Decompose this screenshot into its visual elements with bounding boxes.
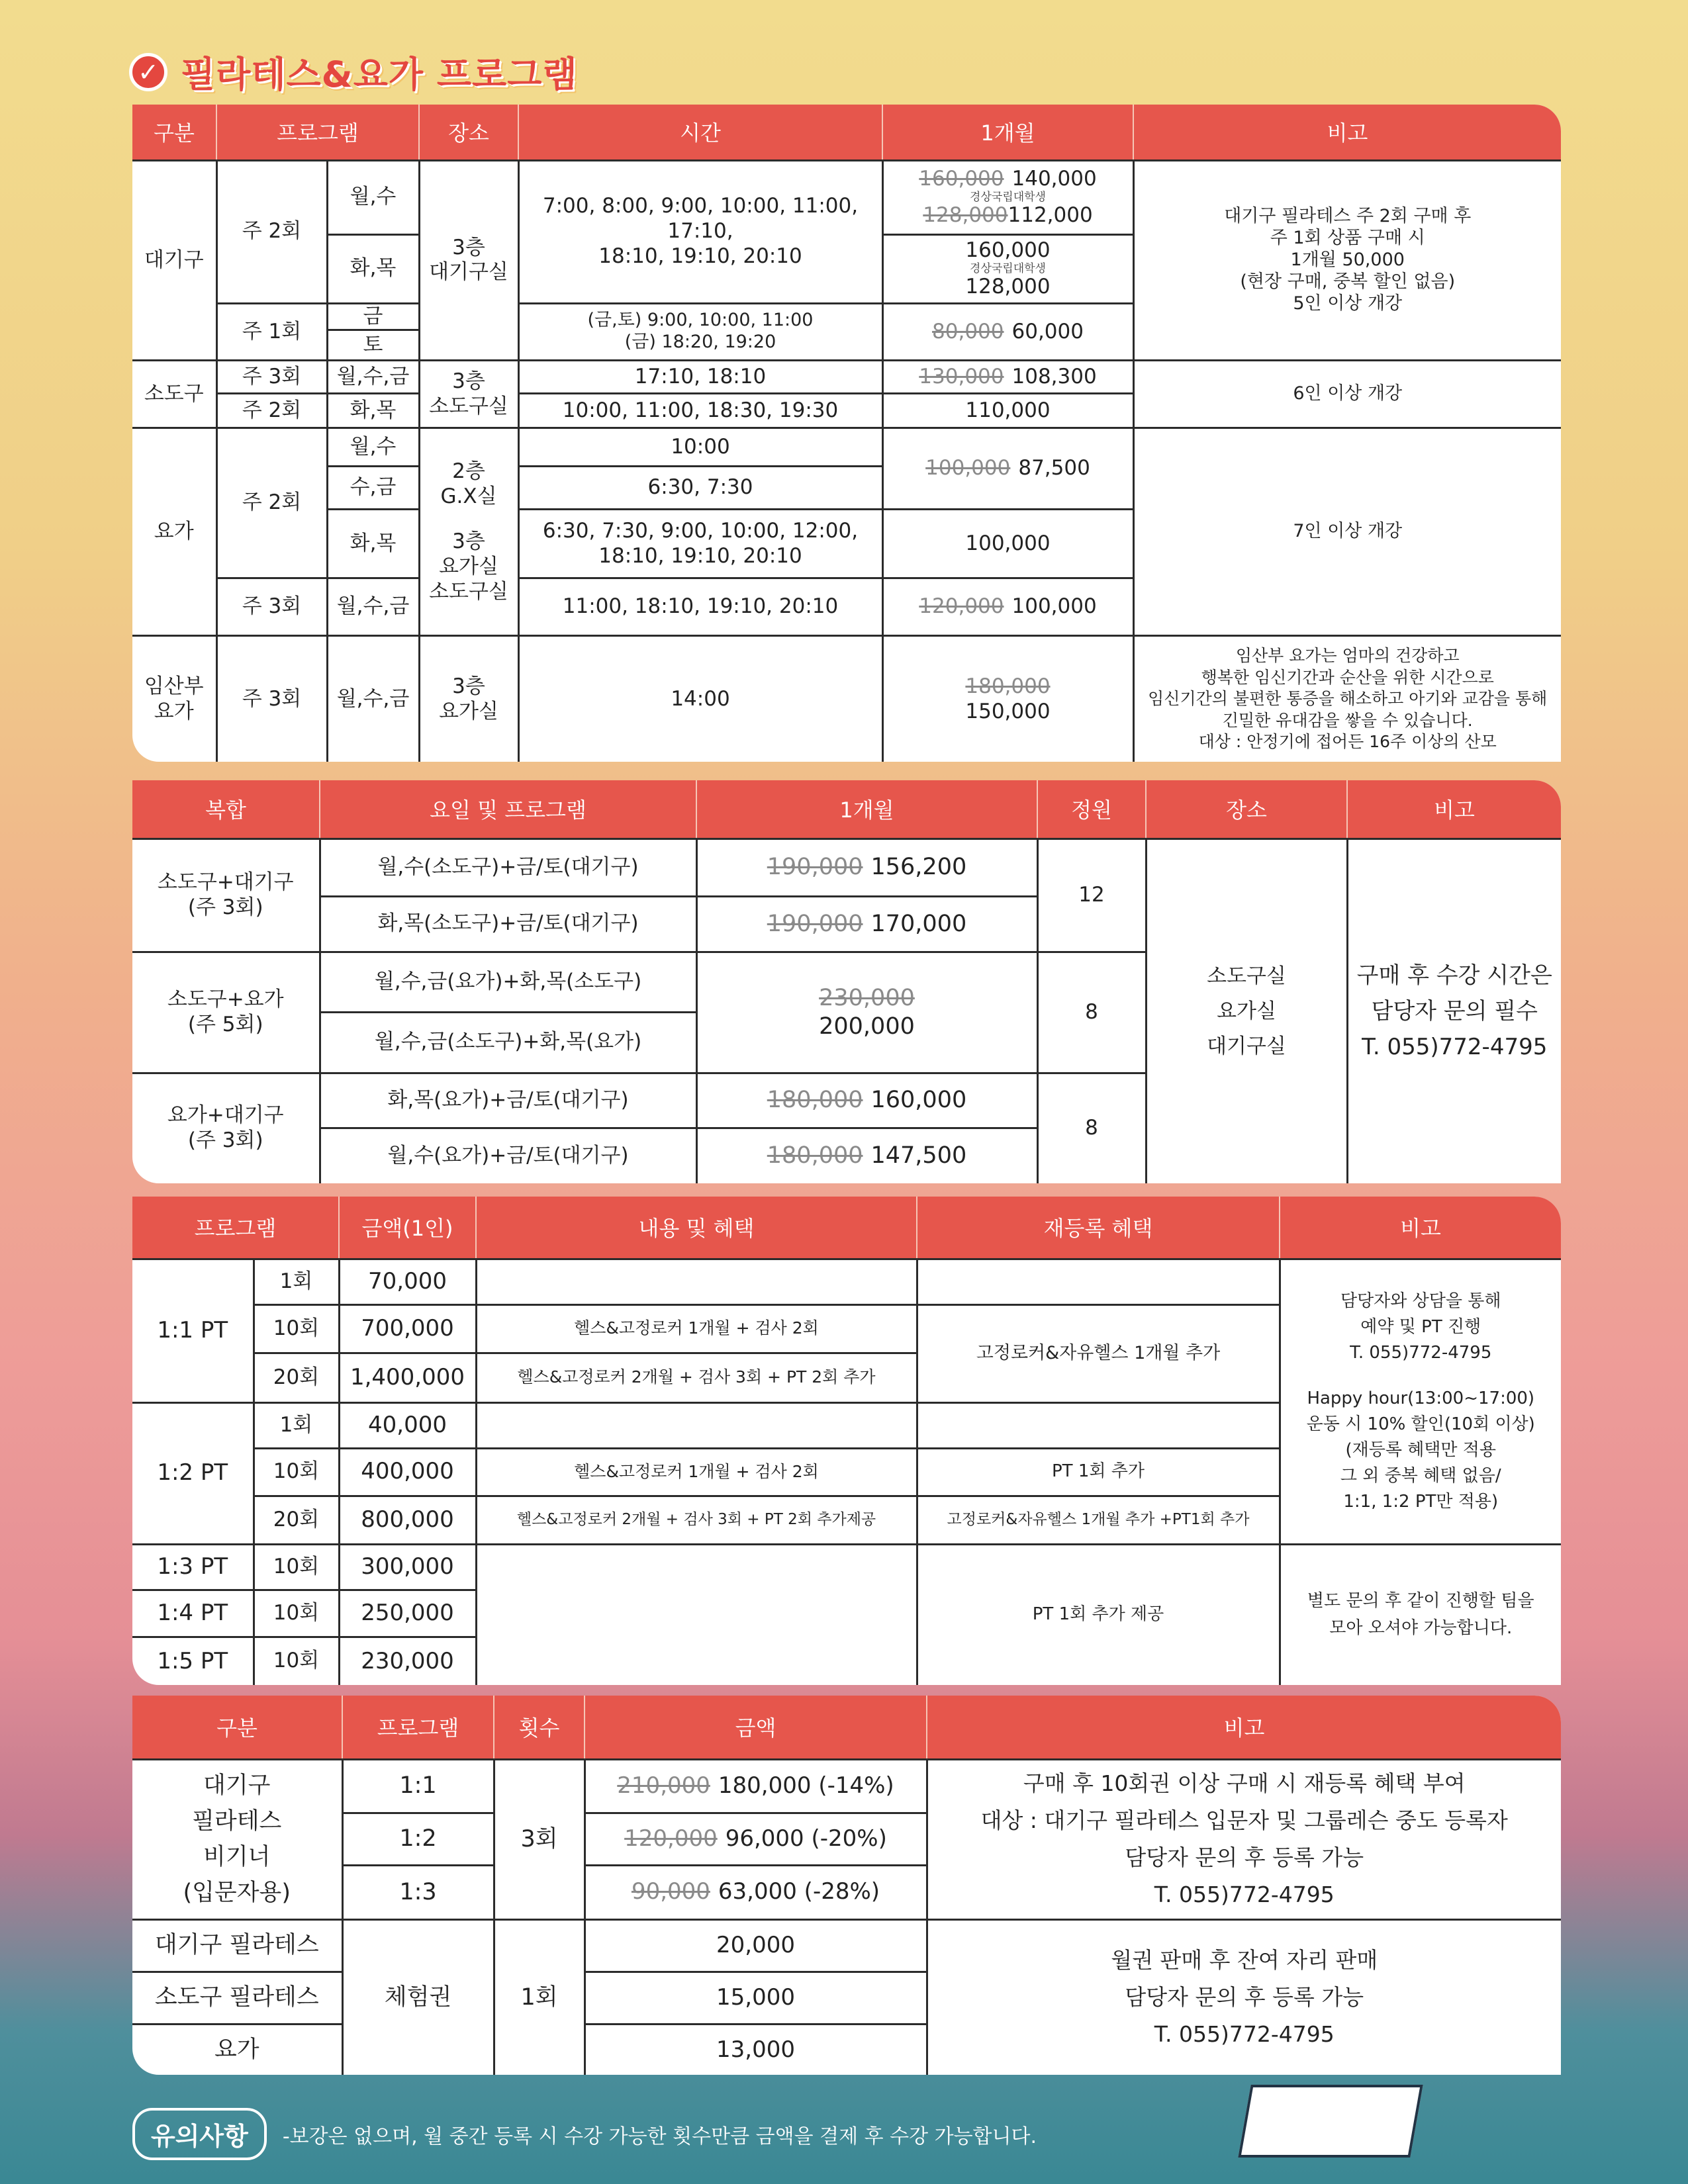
table-row: 주 2회 화,목 10:00, 11:00, 18:30, 19:30 110,000 (132, 394, 1561, 428)
table-row: 1:5 PT 10회 230,000 (132, 1637, 1561, 1685)
table-row: 10회 400,000 헬스&고정로커 1개월 + 검사 2회 PT 1회 추가 (132, 1448, 1561, 1496)
table-row: 월,수,금(소도구)+화,목(요가) (132, 1012, 1561, 1073)
table-row: 대기구 필라테스 체험권 1회 20,000 월권 판매 후 잔여 자리 판매 담당자 문의 후 등록 가능 T. 055)772-4795 (132, 1919, 1561, 1972)
table-row: 소도구+대기구 (주 3회) 월,수(소도구)+금/토(대기구) 190,000 156,200 12 소도구실 요가실 대기구실 구매 후 수강 시간은 담당자 문의 필수 T. 055)772-4795 (132, 839, 1561, 896)
yoga-mat-illustration (1238, 2085, 1423, 2158)
table-row: 소도구 주 3회 월,수,금 3층 소도구실 17:10, 18:10 130,000 108,300 6인 이상 개강 (132, 361, 1561, 394)
table-row: 1:2 120,000 96,000 (-20%) (132, 1813, 1561, 1865)
pilates-yoga-table (132, 105, 1561, 762)
header-row: 복합 요일 및 프로그램 1개월 정원 장소 비고 (132, 780, 1561, 839)
page-title (129, 46, 578, 97)
table-row: 화,목 6:30, 7:30, 9:00, 10:00, 12:00, 18:10, 19:10, 20:10 100,000 (132, 510, 1561, 578)
header-row: 프로그램 금액(1인) 내용 및 혜택 재등록 혜택 비고 (132, 1197, 1561, 1259)
table-row: 대기구 주 2회 월,수 3층 대기구실 7:00, 8:00, 9:00, 10:00, 11:00, 17:10, 18:10, 19:10, 20:10 160,000 140,000 경상국립대학생 128,000112,000 대기구 필라테스 주 2회 구매 후 주 1회 상품 구매 시 1개월 50,000 (현장 구매, 중복 할인 없음) 5인 이상 개강 (132, 160, 1561, 234)
header-row: 구분 프로그램 횟수 금액 비고 (132, 1696, 1561, 1759)
table-row: 주 3회 월,수,금 11:00, 18:10, 19:10, 20:10 120,000 100,000 (132, 578, 1561, 636)
table-row: 수,금 6:30, 7:30 (132, 467, 1561, 510)
table-row: 토 (132, 330, 1561, 361)
table-row: 요가 13,000 (132, 2024, 1561, 2075)
table-row: 월,수(요가)+금/토(대기구) 180,000 147,500 (132, 1128, 1561, 1183)
check-icon: ✓ (129, 53, 167, 91)
table-row: 20회 800,000 헬스&고정로커 2개월 + 검사 3회 + PT 2회 추가제공 고정로커&자유헬스 1개월 추가 +PT1회 추가 (132, 1496, 1561, 1544)
table-row: 1:2 PT 1회 40,000 (132, 1402, 1561, 1448)
table-row: 요가 주 2회 월,수 2층 G.X실 3층 요가실 소도구실 10:00 100,000 87,500 7인 이상 개강 (132, 428, 1561, 467)
title-text: 필라테스&요가 프로그램 (181, 54, 578, 95)
daegigu-note: 대기구 필라테스 주 2회 구매 후 주 1회 상품 구매 시 1개월 50,000 (현장 구매, 중복 할인 없음) 5인 이상 개강 (1133, 160, 1561, 361)
table-row: 임산부 요가 주 3회 월,수,금 3층 요가실 14:00 180,000 150,000 임산부 요가는 엄마의 건강하고 행복한 임신기간과 순산을 위한 시간으로 임신기간의 불편한 통증을 해소하고 아기와 교감을 통해 긴밀한 유대감을 쌓을 수 있습니다. 대상 : 안정기에 접어든 16주 이상의 산모 (132, 636, 1561, 762)
table-row: 요가+대기구 (주 3회) 화,목(요가)+금/토(대기구) 180,000 160,000 8 (132, 1073, 1561, 1128)
pt-table (132, 1197, 1561, 1685)
table-row: 1:1 PT 1회 70,000 담당자와 상담을 통해 예약 및 PT 진행 T. 055)772-4795 Happy hour(13:00~17:00) 운동 시 10% 할인(10회 이상) (재등록 혜택만 적용 그 외 중복 혜택 없음/ 1:1, 1:2 PT만 적용) (132, 1259, 1561, 1304)
table-row: 1:3 PT 10회 300,000 PT 1회 추가 제공 별도 문의 후 같이 진행할 팀을 모아 오셔야 가능합니다. (132, 1544, 1561, 1590)
table-row: 1:4 PT 10회 250,000 (132, 1590, 1561, 1637)
table-row: 화,목(소도구)+금/토(대기구) 190,000 170,000 (132, 896, 1561, 952)
notice-badge: 유의사항 (132, 2108, 267, 2160)
table-row: 화,목 160,000 경상국립대학생 128,000 (132, 234, 1561, 303)
header-row: 구분 프로그램 장소 시간 1개월 비고 (132, 105, 1561, 160)
table-row: 소도구+요가 (주 5회) 월,수,금(요가)+화,목(소도구) 230,000 200,000 8 (132, 952, 1561, 1012)
combo-table (132, 780, 1561, 1183)
notice-text: -보강은 없으며, 월 중간 등록 시 수강 가능한 횟수만큼 금액을 결제 후 수강 가능합니다. (282, 2124, 1037, 2148)
table-row: 20회 1,400,000 헬스&고정로커 2개월 + 검사 3회 + PT 2회 추가 (132, 1353, 1561, 1402)
table-row: 10회 700,000 헬스&고정로커 1개월 + 검사 2회 고정로커&자유헬스 1개월 추가 (132, 1304, 1561, 1353)
table-row: 소도구 필라테스 15,000 (132, 1972, 1561, 2024)
notice-section (132, 2108, 1037, 2160)
table-row: 대기구 필라테스 비기너 (입문자용) 1:1 3회 210,000 180,000 (-14%) 구매 후 10회권 이상 구매 시 재등록 혜택 부여 대상 : 대기구 필라테스 입문자 및 그룹레슨 중도 등록자 담당자 문의 후 등록 가능 T. 055)772-4795 (132, 1759, 1561, 1813)
table-row: 1:3 90,000 63,000 (-28%) (132, 1865, 1561, 1919)
beginner-trial-table (132, 1696, 1561, 2075)
table-row: 주 1회 금 (금,토) 9:00, 10:00, 11:00 (금) 18:20, 19:20 80,000 60,000 (132, 303, 1561, 330)
